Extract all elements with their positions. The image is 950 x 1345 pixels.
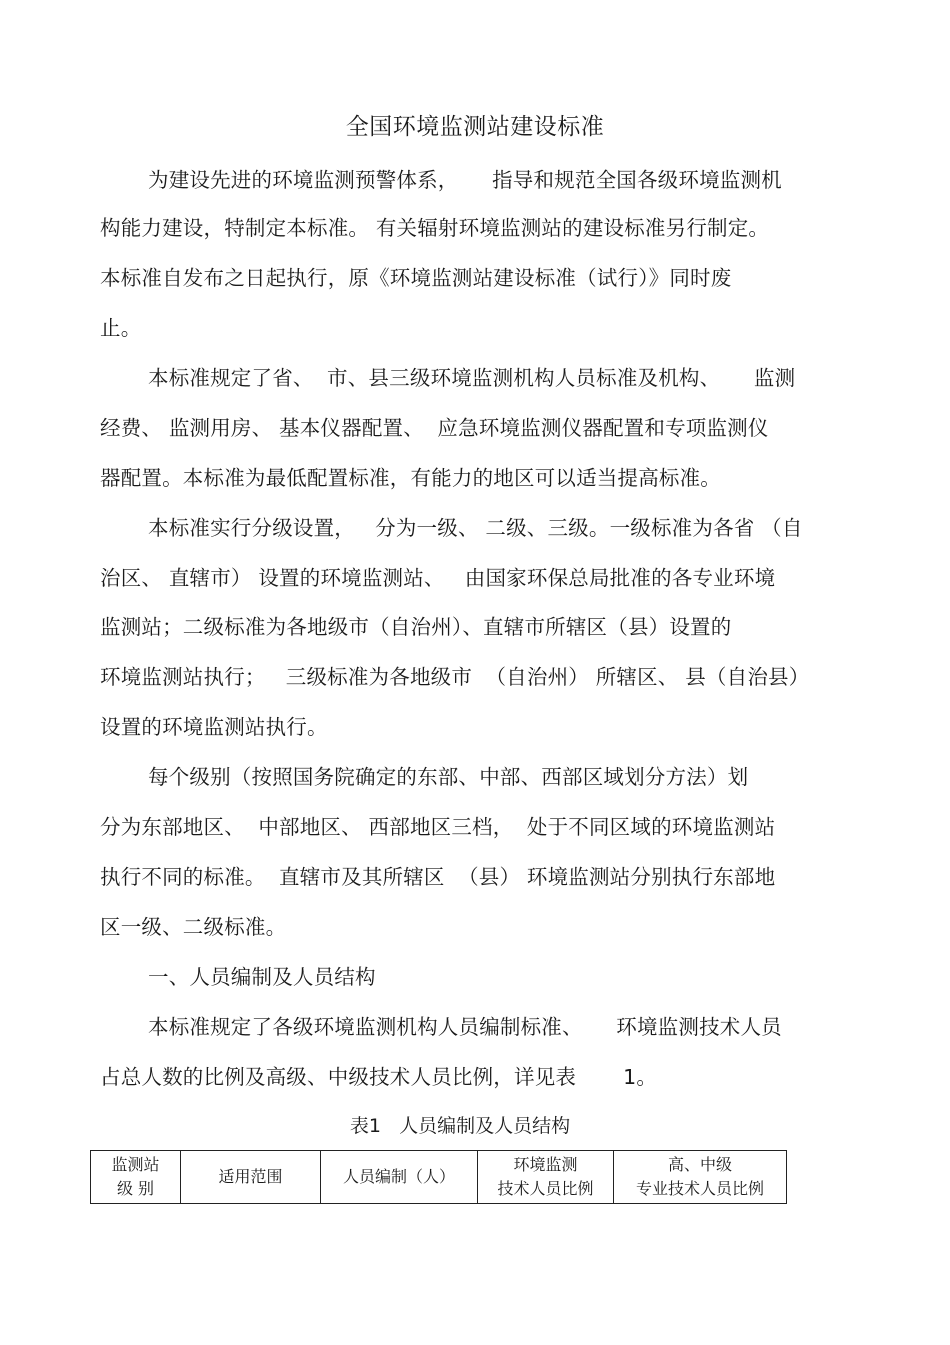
header-line: 监测站 [111, 1155, 160, 1174]
table-header-cell [614, 1151, 787, 1204]
table-header-cell [321, 1151, 478, 1204]
section-heading: 一、人员编制及人员结构 [148, 965, 376, 989]
header-line: 级 别 [116, 1179, 155, 1198]
paragraph-line: 本标准实行分级设置， 分为一级、 二级、三级。一级标准为各省 （自 [148, 516, 803, 540]
paragraph-line: 器配置。本标准为最低配置标准，有能力的地区可以适当提高标准。 [100, 466, 721, 490]
header-line: 技术人员比例 [497, 1179, 594, 1198]
paragraph-line: 止。 [100, 316, 142, 340]
paragraph-line: 本标准规定了省、 市、县三级环境监测机构人员标准及机构、 监测 [148, 366, 796, 390]
paragraph-line: 占总人数的比例及高级、中级技术人员比例，详见表 1。 [100, 1065, 658, 1089]
paragraph-line: 每个级别（按照国务院确定的东部、中部、西部区域划分方法）划 [148, 765, 749, 789]
table-header-cell [181, 1151, 321, 1204]
table-caption: 表1 人员编制及人员结构 [349, 1115, 571, 1137]
paragraph-line: 为建设先进的环境监测预警体系， 指导和规范全国各级环境监测机 [148, 168, 782, 192]
header-line: 人员编制（人） [342, 1167, 455, 1186]
paragraph-line: 区一级、二级标准。 [100, 915, 287, 939]
paragraph-line: 执行不同的标准。 直辖市及其所辖区 （县） 环境监测站分别执行东部地 [100, 865, 776, 889]
table-header-cell [91, 1151, 181, 1204]
header-line: 适用范围 [218, 1167, 283, 1186]
header-line: 高、中级 [667, 1155, 732, 1174]
paragraph-line: 本标准规定了各级环境监测机构人员编制标准、 环境监测技术人员 [148, 1015, 782, 1039]
staffing-table [90, 1150, 787, 1204]
paragraph-line: 分为东部地区、 中部地区、 西部地区三档， 处于不同区域的环境监测站 [100, 815, 776, 839]
paragraph-line: 构能力建设，特制定本标准。 有关辐射环境监测站的建设标准另行制定。 [100, 216, 770, 240]
header-line: 环境监测 [513, 1155, 578, 1174]
paragraph-line: 经费、 监测用房、 基本仪器配置、 应急环境监测仪器配置和专项监测仪 [100, 416, 769, 440]
paragraph-line: 设置的环境监测站执行。 [100, 715, 328, 739]
document-title: 全国环境监测站建设标准 [345, 114, 605, 140]
header-line: 专业技术人员比例 [635, 1179, 764, 1198]
table-header-cell [478, 1151, 614, 1204]
paragraph-line: 治区、 直辖市） 设置的环境监测站、 由国家环保总局批准的各专业环境 [100, 566, 776, 590]
paragraph-line: 环境监测站执行； 三级标准为各地级市 （自治州） 所辖区、 县（自治县） [100, 665, 810, 689]
paragraph-line: 本标准自发布之日起执行，原《环境监测站建设标准（试行）》同时废 [100, 266, 732, 290]
paragraph-line: 监测站；二级标准为各地级市（自治州）、直辖市所辖区（县）设置的 [100, 615, 732, 639]
table-header-row [91, 1151, 787, 1204]
